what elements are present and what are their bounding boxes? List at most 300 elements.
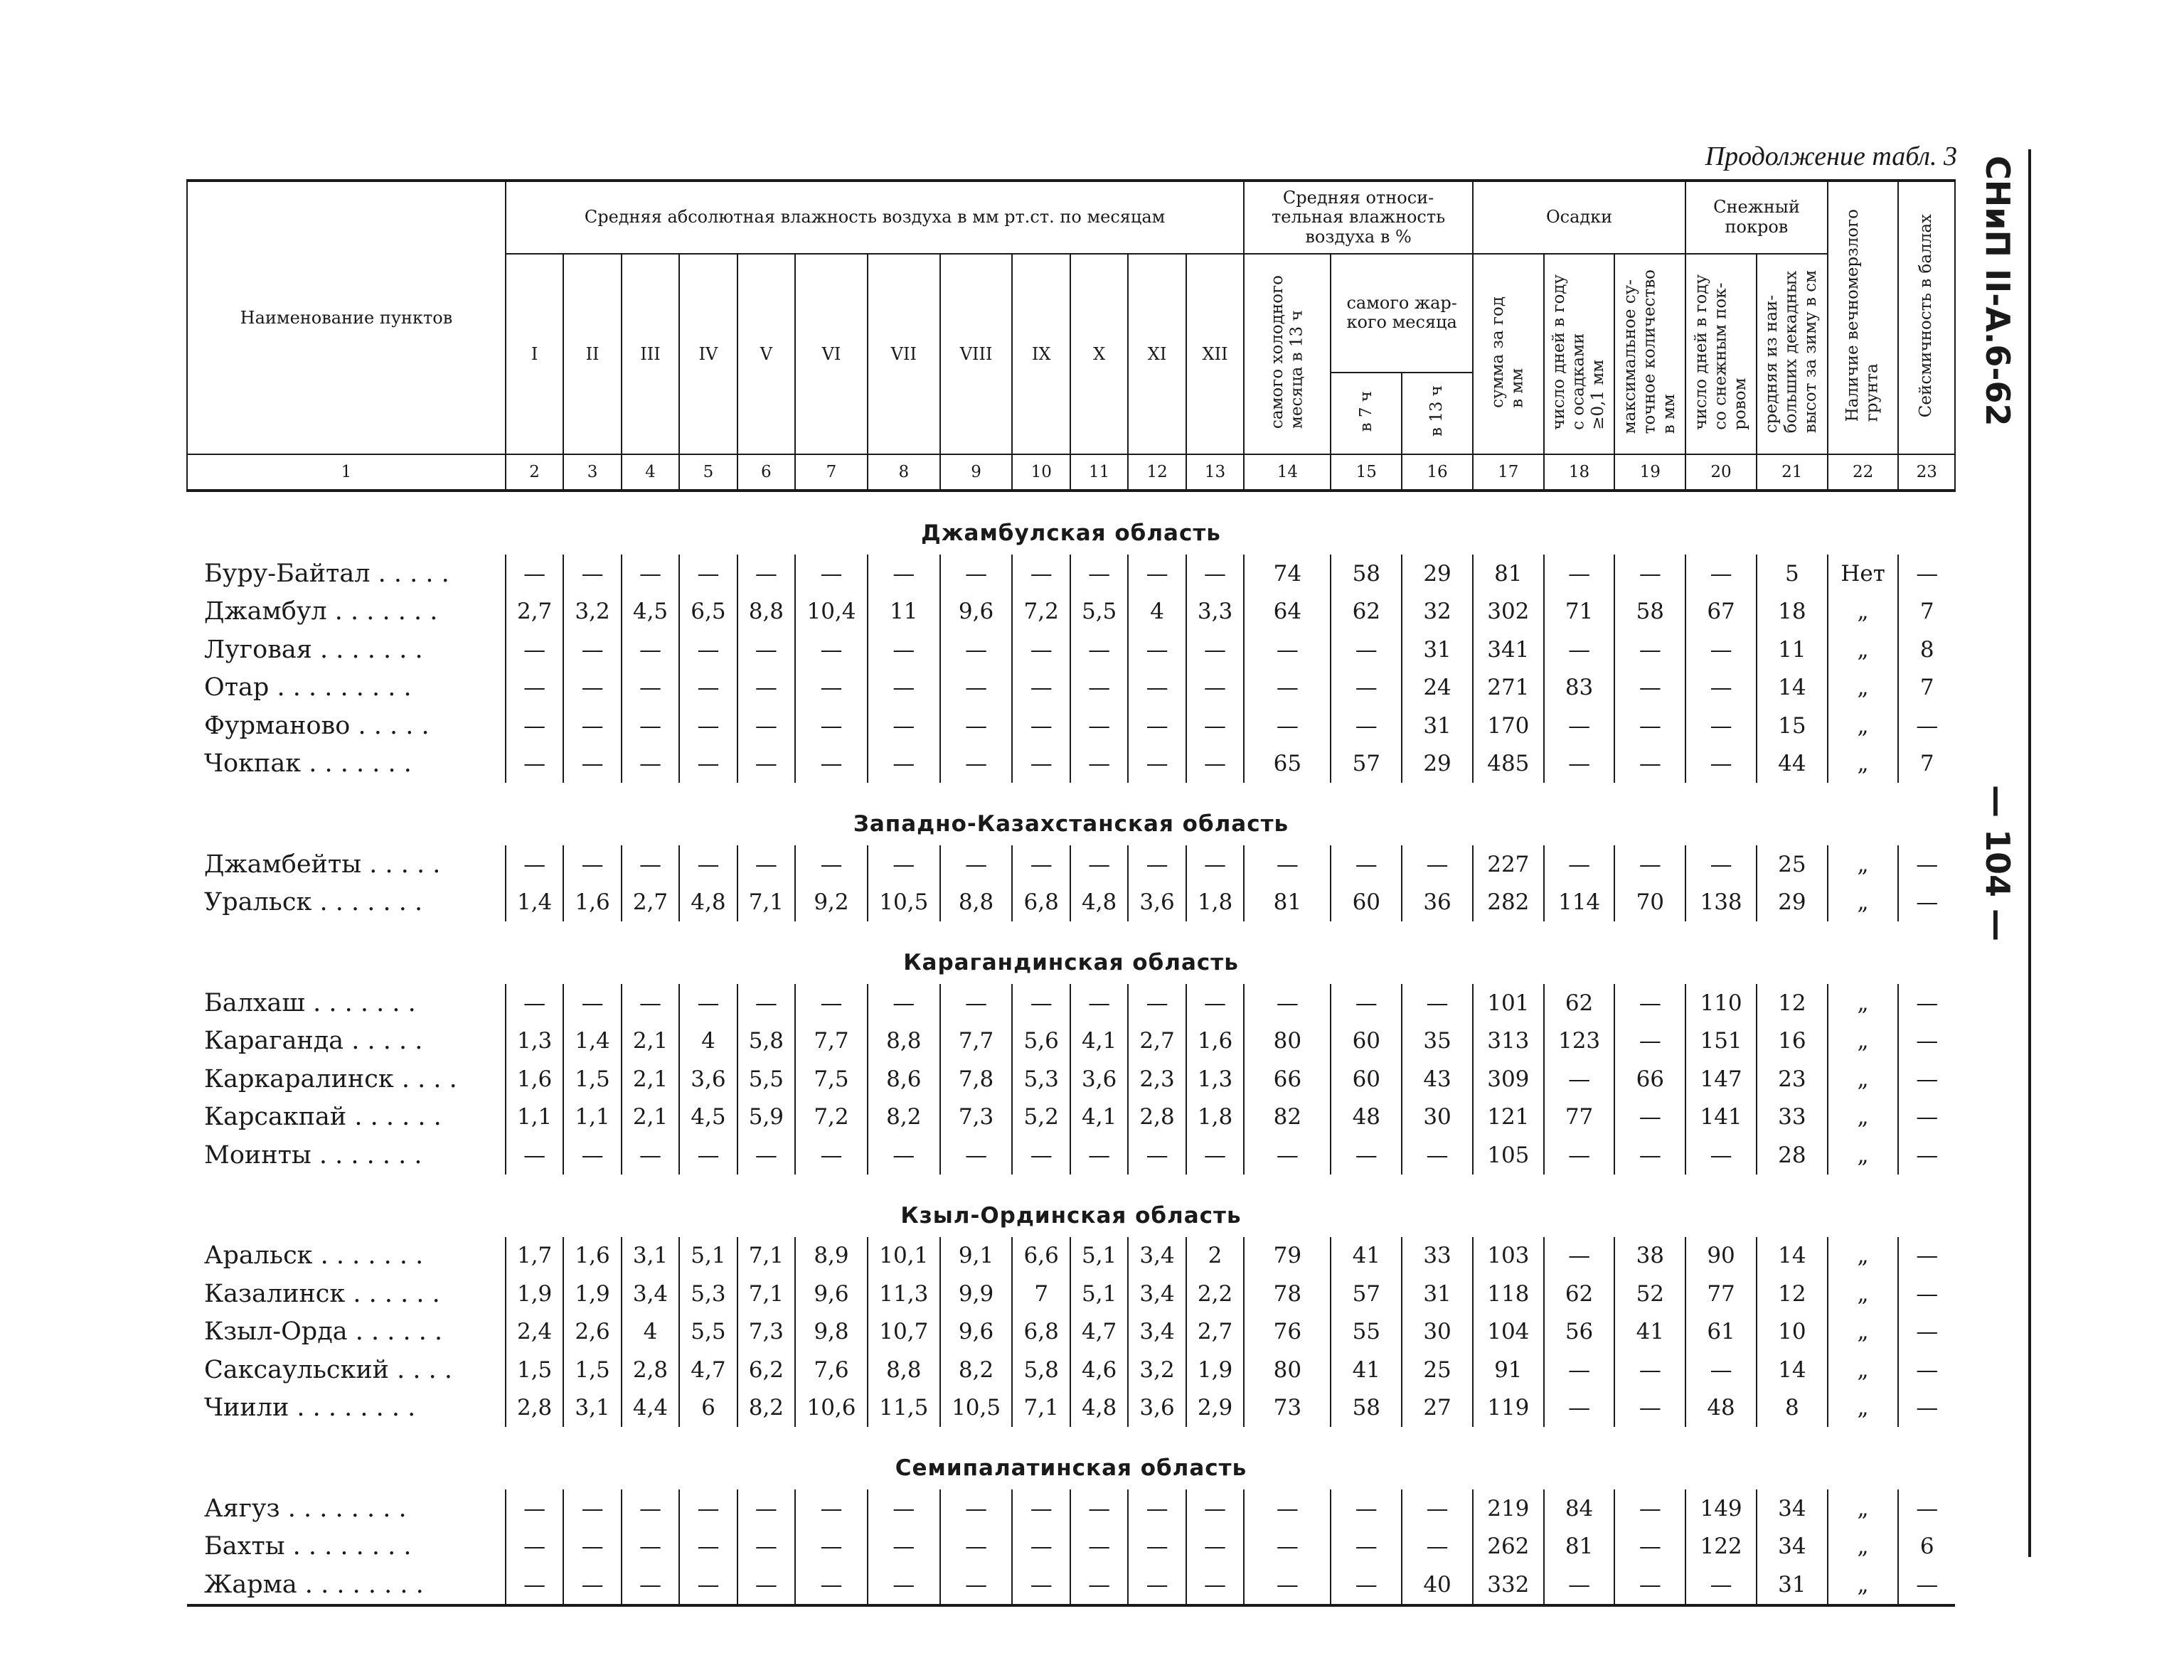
table-cell: —: [1186, 1489, 1244, 1528]
table-cell: —: [940, 745, 1013, 783]
table-cell: —: [940, 669, 1013, 707]
table-cell: 4: [679, 1022, 737, 1061]
table-cell: 1,6: [563, 1237, 621, 1275]
table-cell: —: [679, 1136, 737, 1175]
table-cell: 4,8: [1070, 1389, 1128, 1428]
table-cell: —: [1614, 669, 1685, 707]
table-cell: 119: [1473, 1389, 1544, 1428]
table-cell: —: [1898, 845, 1955, 884]
table-cell: 7,8: [940, 1060, 1013, 1098]
table-cell: —: [1012, 1136, 1070, 1175]
table-cell: 80: [1244, 1351, 1331, 1389]
table-cell: „: [1828, 669, 1899, 707]
climate-table: [186, 179, 1956, 1607]
table-cell: 5,1: [1070, 1275, 1128, 1313]
table-cell: —: [1685, 555, 1757, 593]
table-cell: —: [1331, 707, 1402, 745]
table-cell: 9,2: [795, 884, 868, 922]
table-row: [187, 555, 1955, 593]
table-cell: 1,1: [506, 1098, 563, 1137]
table-cell: „: [1828, 984, 1899, 1022]
table-cell: —: [1898, 1022, 1955, 1061]
table-cell: —: [622, 555, 679, 593]
table-cell: —: [679, 1566, 737, 1605]
table-cell: —: [1012, 1528, 1070, 1566]
table-row: [187, 593, 1955, 631]
table-cell: —: [622, 845, 679, 884]
column-number: 3: [563, 454, 621, 491]
column-number: 13: [1186, 454, 1244, 491]
table-cell: 7,7: [940, 1022, 1013, 1061]
table-cell: 1,9: [1186, 1351, 1244, 1389]
table-row: [187, 1060, 1955, 1098]
table-row: [187, 1528, 1955, 1566]
station-name: Жарма . . . . . . . .: [187, 1566, 506, 1605]
table-cell: —: [563, 845, 621, 884]
table-cell: —: [1614, 1351, 1685, 1389]
table-cell: 9,6: [940, 1313, 1013, 1352]
table-cell: —: [1186, 745, 1244, 783]
table-cell: —: [563, 1528, 621, 1566]
column-number: 19: [1614, 454, 1685, 491]
table-row: [187, 1275, 1955, 1313]
table-cell: 7,2: [1012, 593, 1070, 631]
table-cell: 41: [1331, 1237, 1402, 1275]
table-cell: —: [1544, 1351, 1615, 1389]
table-cell: —: [737, 1566, 795, 1605]
table-cell: —: [1402, 1136, 1473, 1175]
table-cell: 5,2: [1012, 1098, 1070, 1137]
table-cell: 30: [1402, 1313, 1473, 1352]
table-cell: „: [1828, 593, 1899, 631]
table-cell: —: [795, 1489, 868, 1528]
station-name: Казалинск . . . . . .: [204, 1279, 440, 1308]
table-cell: —: [1128, 745, 1186, 783]
station-name: Моинты . . . . . . .: [204, 1140, 422, 1170]
table-cell: 3,3: [1186, 593, 1244, 631]
table-cell: 101: [1473, 984, 1544, 1022]
month-header: III: [622, 254, 679, 454]
month-header: IV: [679, 254, 737, 454]
table-cell: 5,3: [679, 1275, 737, 1313]
table-row: [187, 631, 1955, 669]
table-cell: —: [1128, 1566, 1186, 1605]
table-cell: 8: [1757, 1389, 1828, 1428]
header-at-13: в 13 ч: [1402, 373, 1473, 454]
table-cell: 3,2: [563, 593, 621, 631]
table-cell: —: [737, 707, 795, 745]
table-cell: 2,4: [506, 1313, 563, 1352]
table-cell: 73: [1244, 1389, 1331, 1428]
table-cell: 5,8: [737, 1022, 795, 1061]
column-number: 1: [187, 454, 506, 491]
table-cell: 62: [1331, 593, 1402, 631]
table-row: [187, 1098, 1955, 1137]
table-cell: —: [1685, 745, 1757, 783]
table-cell: 7,1: [1012, 1389, 1070, 1428]
table-cell: 1,1: [563, 1098, 621, 1137]
header-name: Наименование пунктов: [187, 181, 506, 454]
table-cell: —: [506, 707, 563, 745]
table-cell: 7,2: [795, 1098, 868, 1137]
table-cell: —: [795, 1566, 868, 1605]
table-cell: 36: [1402, 884, 1473, 922]
table-cell: „: [1828, 1566, 1899, 1605]
table-cell: —: [1186, 555, 1244, 593]
table-cell: —: [679, 707, 737, 745]
table-cell: „: [1828, 1389, 1899, 1428]
table-cell: 5,1: [679, 1237, 737, 1275]
table-cell: 2: [1186, 1237, 1244, 1275]
table-cell: 6,5: [679, 593, 737, 631]
table-cell: 118: [1473, 1275, 1544, 1313]
table-cell: —: [737, 1528, 795, 1566]
table-cell: —: [1070, 631, 1128, 669]
table-cell: 38: [1614, 1237, 1685, 1275]
table-cell: —: [868, 1528, 940, 1566]
table-cell: 31: [1402, 1275, 1473, 1313]
table-cell: 170: [1473, 707, 1544, 745]
table-cell: 103: [1473, 1237, 1544, 1275]
table-cell: 149: [1685, 1489, 1757, 1528]
table-cell: 2,3: [1128, 1060, 1186, 1098]
table-cell: 6,8: [1012, 1313, 1070, 1352]
table-cell: —: [679, 1528, 737, 1566]
table-cell: —: [868, 984, 940, 1022]
document-code: СНиП II-А.6-62: [1978, 146, 2017, 437]
table-cell: —: [1898, 707, 1955, 745]
table-cell: —: [1070, 745, 1128, 783]
table-cell: 11,5: [868, 1389, 940, 1428]
table-cell: 147: [1685, 1060, 1757, 1098]
table-cell: 4,5: [679, 1098, 737, 1137]
column-number: 15: [1331, 454, 1402, 491]
table-cell: 16: [1757, 1022, 1828, 1061]
table-cell: 62: [1544, 984, 1615, 1022]
table-cell: —: [1331, 984, 1402, 1022]
table-cell: —: [1898, 1136, 1955, 1175]
column-number: 2: [506, 454, 563, 491]
table-cell: 5,6: [1012, 1022, 1070, 1061]
table-cell: 2,8: [1128, 1098, 1186, 1137]
table-cell: 8,9: [795, 1237, 868, 1275]
table-cell: 23: [1757, 1060, 1828, 1098]
station-name: Аягуз . . . . . . . .: [204, 1494, 407, 1523]
table-cell: 28: [1757, 1136, 1828, 1175]
table-cell: —: [1186, 669, 1244, 707]
table-cell: —: [868, 555, 940, 593]
table-cell: 121: [1473, 1098, 1544, 1137]
table-cell: 29: [1402, 555, 1473, 593]
table-cell: 31: [1757, 1566, 1828, 1605]
table-cell: 1,8: [1186, 1098, 1244, 1137]
station-name: Отар . . . . . . . . .: [204, 673, 412, 702]
station-name: Карсакпай . . . . . .: [204, 1103, 442, 1132]
table-cell: —: [1685, 1136, 1757, 1175]
table-cell: 5,9: [737, 1098, 795, 1137]
table-cell: —: [1128, 845, 1186, 884]
table-cell: —: [795, 984, 868, 1022]
table-row: [187, 1489, 1955, 1528]
table-cell: 114: [1544, 884, 1615, 922]
table-cell: 7,3: [940, 1098, 1013, 1137]
table-cell: 2,1: [622, 1022, 679, 1061]
table-cell: 8: [1898, 631, 1955, 669]
table-cell: —: [563, 1566, 621, 1605]
table-cell: 43: [1402, 1060, 1473, 1098]
table-cell: 80: [1244, 1022, 1331, 1061]
table-cell: 3,1: [563, 1389, 621, 1428]
table-cell: —: [622, 669, 679, 707]
table-cell: 60: [1331, 1060, 1402, 1098]
table-cell: 9,6: [940, 593, 1013, 631]
table-cell: —: [1614, 984, 1685, 1022]
table-cell: —: [563, 555, 621, 593]
header-abs-humidity: Средняя абсолютная влажность воздуха в мм рт.ст. по месяцам: [506, 181, 1244, 254]
header-at-7: в 7 ч: [1331, 373, 1402, 454]
table-cell: —: [679, 845, 737, 884]
table-cell: „: [1828, 1136, 1899, 1175]
station-name: Кзыл-Орда . . . . . .: [204, 1317, 443, 1347]
table-cell: 10,1: [868, 1237, 940, 1275]
table-cell: 4,8: [1070, 884, 1128, 922]
header-precip-days: число дней в году с осадками ≥0,1 мм: [1544, 254, 1615, 454]
table-cell: 30: [1402, 1098, 1473, 1137]
table-cell: —: [1898, 984, 1955, 1022]
month-header: VIII: [940, 254, 1013, 454]
header-snow-height: средняя из наи- больших декадных высот за зиму в см: [1757, 254, 1828, 454]
table-cell: 77: [1685, 1275, 1757, 1313]
table-cell: 7,3: [737, 1313, 795, 1352]
table-cell: 60: [1331, 1022, 1402, 1061]
table-cell: —: [1898, 1389, 1955, 1428]
table-cell: 4,5: [622, 593, 679, 631]
table-row: [187, 1389, 1955, 1428]
table-cell: —: [1012, 707, 1070, 745]
table-cell: 10,5: [940, 1389, 1013, 1428]
table-cell: 18: [1757, 593, 1828, 631]
table-cell: 40: [1402, 1566, 1473, 1605]
table-cell: —: [1614, 1098, 1685, 1137]
table-cell: —: [1012, 984, 1070, 1022]
table-cell: —: [940, 707, 1013, 745]
table-cell: 7,1: [737, 884, 795, 922]
column-number: 10: [1012, 454, 1070, 491]
table-cell: 485: [1473, 745, 1544, 783]
table-cell: —: [1898, 1351, 1955, 1389]
station-name: Балхаш . . . . . . .: [204, 988, 416, 1017]
table-cell: —: [1244, 1136, 1331, 1175]
station-name: Луговая . . . . . . .: [204, 635, 423, 664]
month-header: VI: [795, 254, 868, 454]
table-cell: 74: [1244, 555, 1331, 593]
table-cell: —: [679, 745, 737, 783]
table-cell: —: [737, 845, 795, 884]
table-cell: Нет: [1828, 555, 1899, 593]
table-cell: 11: [1757, 631, 1828, 669]
station-name: Караганда . . . . .: [204, 1027, 423, 1056]
table-cell: 3,1: [622, 1237, 679, 1275]
table-cell: 56: [1544, 1313, 1615, 1352]
table-cell: —: [1614, 1489, 1685, 1528]
table-cell: 3,4: [622, 1275, 679, 1313]
station-name: Чиили . . . . . . . .: [204, 1393, 416, 1423]
table-cell: —: [563, 669, 621, 707]
header-precip-max: максимальное су- точное количество в мм: [1614, 254, 1685, 454]
table-cell: —: [737, 555, 795, 593]
table-cell: —: [1544, 1060, 1615, 1098]
table-cell: —: [1544, 707, 1615, 745]
column-number: 7: [795, 454, 868, 491]
table-cell: 5,5: [737, 1060, 795, 1098]
table-cell: —: [1544, 1566, 1615, 1605]
table-cell: 76: [1244, 1313, 1331, 1352]
table-cell: 282: [1473, 884, 1544, 922]
table-row: [187, 669, 1955, 707]
table-cell: 7,5: [795, 1060, 868, 1098]
table-cell: 2,7: [506, 593, 563, 631]
table-cell: 7: [1012, 1275, 1070, 1313]
station-name: Чокпак . . . . . . .: [204, 749, 412, 779]
table-cell: —: [1898, 1489, 1955, 1528]
table-cell: 141: [1685, 1098, 1757, 1137]
column-number: 6: [737, 454, 795, 491]
table-cell: —: [1614, 707, 1685, 745]
table-cell: —: [1012, 845, 1070, 884]
table-cell: —: [1128, 1528, 1186, 1566]
table-cell: 91: [1473, 1351, 1544, 1389]
table-cell: —: [1070, 1566, 1128, 1605]
table-row: [187, 745, 1955, 783]
table-cell: 3,2: [1128, 1351, 1186, 1389]
table-cell: 32: [1402, 593, 1473, 631]
table-cell: —: [1544, 1237, 1615, 1275]
table-cell: —: [1544, 555, 1615, 593]
table-cell: —: [1402, 1528, 1473, 1566]
table-cell: 15: [1757, 707, 1828, 745]
region-title: Карагандинская область: [903, 950, 1239, 975]
table-cell: —: [1244, 1528, 1331, 1566]
table-cell: 4,4: [622, 1389, 679, 1428]
table-cell: —: [1128, 1136, 1186, 1175]
table-row: [187, 1136, 1955, 1175]
table-cell: 14: [1757, 1237, 1828, 1275]
table-cell: 83: [1544, 669, 1615, 707]
table-cell: —: [563, 745, 621, 783]
month-header: V: [737, 254, 795, 454]
table-cell: 6: [1898, 1528, 1955, 1566]
table-cell: 25: [1757, 845, 1828, 884]
table-cell: 110: [1685, 984, 1757, 1022]
table-cell: 1,6: [563, 884, 621, 922]
table-cell: —: [1070, 1528, 1128, 1566]
station-name: Уральск . . . . . . .: [204, 888, 423, 917]
table-cell: 2,1: [622, 1060, 679, 1098]
table-cell: 8,8: [737, 593, 795, 631]
table-cell: 302: [1473, 593, 1544, 631]
column-number: 11: [1070, 454, 1128, 491]
station-name: Бахты . . . . . . . .: [204, 1532, 412, 1561]
table-cell: —: [506, 1566, 563, 1605]
table-cell: 219: [1473, 1489, 1544, 1528]
table-cell: —: [1544, 745, 1615, 783]
table-cell: —: [506, 555, 563, 593]
table-cell: 79: [1244, 1237, 1331, 1275]
table-cell: —: [506, 1528, 563, 1566]
table-cell: 9,1: [940, 1237, 1013, 1275]
table-cell: 10,5: [868, 884, 940, 922]
table-cell: 5,1: [1070, 1237, 1128, 1275]
table-cell: 12: [1757, 1275, 1828, 1313]
table-cell: —: [1331, 1136, 1402, 1175]
table-cell: 11,3: [868, 1275, 940, 1313]
table-cell: 1,4: [563, 1022, 621, 1061]
table-cell: —: [1544, 1389, 1615, 1428]
table-cell: 1,5: [563, 1351, 621, 1389]
table-cell: —: [1186, 707, 1244, 745]
table-cell: 1,9: [563, 1275, 621, 1313]
table-cell: —: [622, 745, 679, 783]
table-cell: 34: [1757, 1528, 1828, 1566]
table-cell: 2,2: [1186, 1275, 1244, 1313]
table-cell: 78: [1244, 1275, 1331, 1313]
table-cell: —: [795, 555, 868, 593]
table-cell: —: [1128, 631, 1186, 669]
table-cell: 151: [1685, 1022, 1757, 1061]
table-cell: 41: [1614, 1313, 1685, 1352]
table-cell: 67: [1685, 593, 1757, 631]
table-cell: —: [1614, 1022, 1685, 1061]
table-cell: 81: [1473, 555, 1544, 593]
table-cell: 84: [1544, 1489, 1615, 1528]
table-cell: —: [940, 984, 1013, 1022]
table-cell: 48: [1685, 1389, 1757, 1428]
table-cell: —: [795, 745, 868, 783]
table-cell: 4,6: [1070, 1351, 1128, 1389]
table-cell: 33: [1757, 1098, 1828, 1137]
table-cell: 1,5: [506, 1351, 563, 1389]
table-cell: —: [563, 1136, 621, 1175]
table-cell: „: [1828, 1275, 1899, 1313]
month-header: VII: [868, 254, 940, 454]
table-cell: 7: [1898, 745, 1955, 783]
month-header: X: [1070, 254, 1128, 454]
table-cell: 29: [1402, 745, 1473, 783]
table-cell: 8,2: [868, 1098, 940, 1137]
table-cell: 5: [1757, 555, 1828, 593]
table-cell: —: [622, 1566, 679, 1605]
header-seismic: Сейсмичность в баллах: [1898, 181, 1955, 454]
table-cell: 3,4: [1128, 1275, 1186, 1313]
column-number: 23: [1898, 454, 1955, 491]
table-cell: 1,9: [506, 1275, 563, 1313]
table-cell: 82: [1244, 1098, 1331, 1137]
table-cell: —: [1544, 631, 1615, 669]
table-cell: —: [868, 1136, 940, 1175]
table-cell: —: [1402, 1489, 1473, 1528]
table-cell: —: [506, 1489, 563, 1528]
table-cell: —: [1070, 1136, 1128, 1175]
table-cell: —: [679, 984, 737, 1022]
table-cell: „: [1828, 1489, 1899, 1528]
table-cell: —: [1070, 555, 1128, 593]
table-cell: —: [1898, 1313, 1955, 1352]
table-cell: „: [1828, 631, 1899, 669]
column-number: 14: [1244, 454, 1331, 491]
station-name: Каркаралинск . . . .: [204, 1064, 457, 1093]
table-cell: 105: [1473, 1136, 1544, 1175]
table-cell: „: [1828, 1313, 1899, 1352]
